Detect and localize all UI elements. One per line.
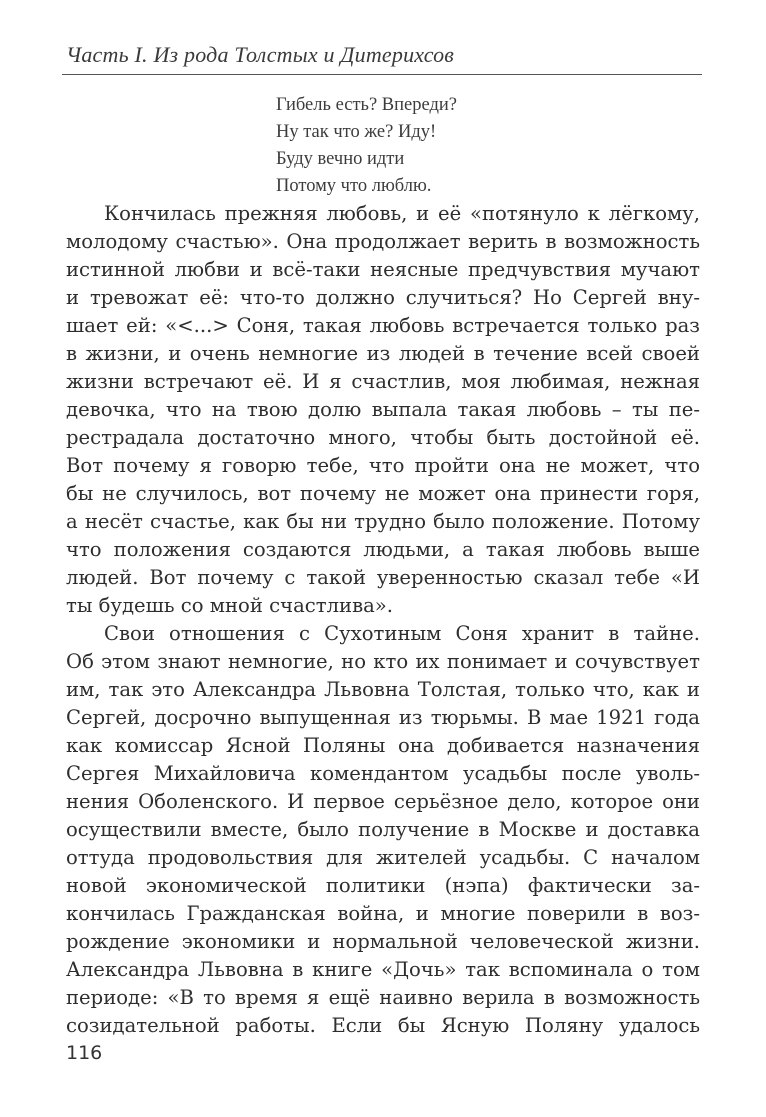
text-line: что положения создаются людьми, а такая любовь выше <box>66 538 700 561</box>
text-line: и тревожат её: что-то должно случиться? Но Сергей вну- <box>66 286 700 309</box>
text-line: периоде: «В то время я ещё наивно верила в возможность <box>66 986 700 1009</box>
text-line: Александра Львовна в книге «Дочь» так вспоминала о том <box>66 958 700 981</box>
text-line: Сергея Михайловича комендантом усадьбы после уволь- <box>66 762 700 785</box>
text-line: девочка, что на твою долю выпала такая любовь – ты пе- <box>66 398 700 421</box>
poem-line: Потому что люблю. <box>276 176 432 196</box>
body-text <box>66 200 700 1040</box>
running-head: Часть I. Из рода Толстых и Дитерихсов <box>66 42 455 67</box>
poem-stanza <box>276 92 457 200</box>
page-number: 116 <box>66 1042 103 1064</box>
text-line: им, так это Александра Львовна Толстая, только что, как и <box>66 678 700 701</box>
text-line: а несёт счастье, как бы ни трудно было положение. Потому <box>66 510 700 533</box>
text-line: бы не случилось, вот почему не может она принести горя, <box>66 482 700 505</box>
text-line: новой экономической политики (нэпа) фактически за- <box>66 874 700 897</box>
text-line: молодому счастью». Она продолжает верить в возможность <box>66 230 700 253</box>
text-line: осуществили вместе, было получение в Москве и доставка <box>66 818 700 841</box>
paragraph-2 <box>66 620 700 1040</box>
text-line: Об этом знают немногие, но кто их понимает и сочувствует <box>66 650 700 673</box>
header-rule <box>62 74 702 75</box>
text-line: нения Оболенского. И первое серьёзное дело, которое они <box>66 790 700 813</box>
text-line: Свои отношения с Сухотиным Соня хранит в тайне. <box>104 622 700 645</box>
text-line: рождение экономики и нормальной человеческой жизни. <box>66 930 700 953</box>
text-line: в жизни, и очень немногие из людей в течение всей своей <box>66 342 700 365</box>
text-line: созидательной работы. Если бы Ясную Поляну удалось <box>66 1014 700 1037</box>
paragraph-1 <box>66 200 700 620</box>
text-line: Кончилась прежняя любовь, и её «потянуло к лёгкому, <box>104 202 700 225</box>
poem-line: Ну так что же? Иду! <box>276 122 437 142</box>
text-line: ты будешь со мной счастлива». <box>66 594 393 617</box>
text-line: оттуда продовольствия для жителей усадьбы. С началом <box>66 846 700 869</box>
text-line: истинной любви и всё-таки неясные предчувствия мучают <box>66 258 700 281</box>
poem-line: Буду вечно идти <box>276 149 405 169</box>
poem-line: Гибель есть? Впереди? <box>276 95 457 115</box>
text-line: кончилась Гражданская война, и многие поверили в воз- <box>66 902 700 925</box>
text-line: людей. Вот почему с такой уверенностью сказал тебе «И <box>66 566 700 589</box>
text-line: как комиссар Ясной Поляны она добивается назначения <box>66 734 700 757</box>
text-line: шает ей: «<...> Соня, такая любовь встречается только раз <box>66 314 700 337</box>
text-line: жизни встречают её. И я счастлив, моя любимая, нежная <box>66 370 700 393</box>
text-line: Вот почему я говорю тебе, что пройти она не может, что <box>66 454 700 477</box>
text-line: рестрадала достаточно много, чтобы быть достойной её. <box>66 426 700 449</box>
text-line: Сергей, досрочно выпущенная из тюрьмы. В мае 1921 года <box>66 706 700 729</box>
